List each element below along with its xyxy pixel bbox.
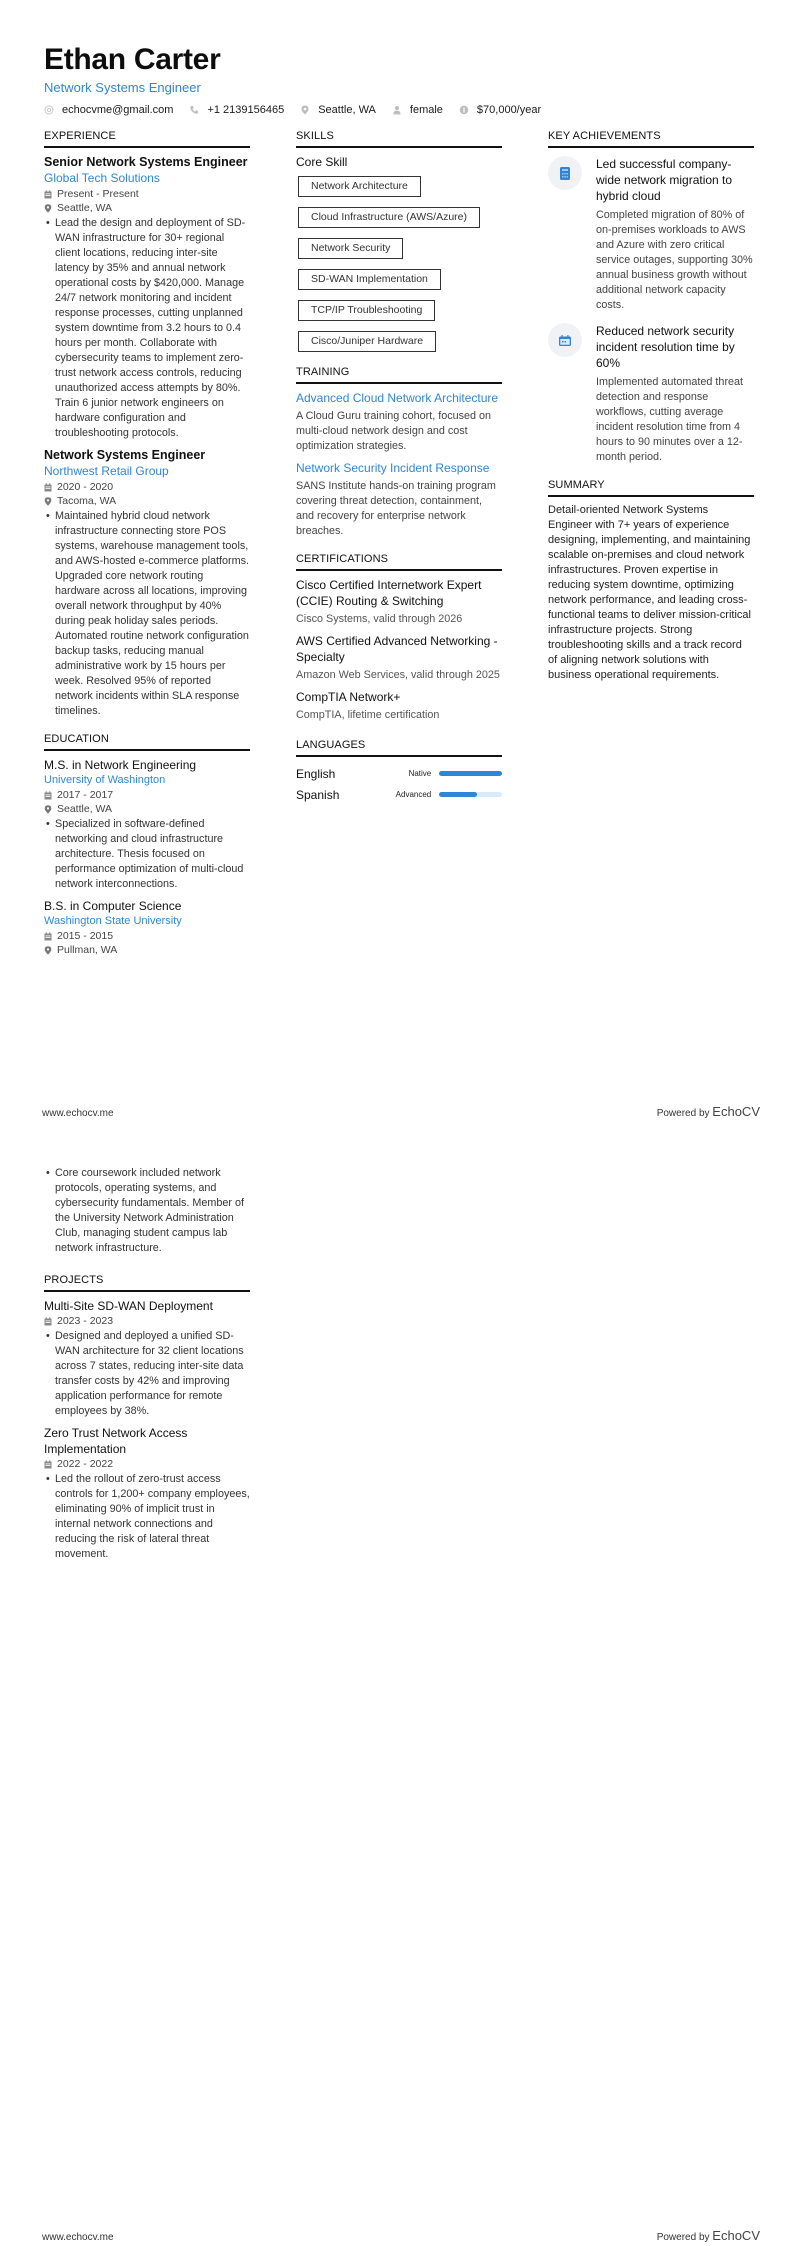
education-dates [44,929,250,943]
right-column [548,130,754,683]
skill-chip: SD-WAN Implementation [298,269,441,290]
achievement-title: Led successful company-wide network migration to hybrid cloud [596,157,733,203]
experience-entry [44,447,250,719]
job-location-value: Seattle, WA [57,202,113,214]
education-location-value: Pullman, WA [57,944,118,956]
calendar-icon [44,791,52,800]
job-dates [44,187,250,201]
brand-name[interactable]: EchoCV [712,2228,760,2243]
calendar-icon [44,190,52,199]
contact-email[interactable] [44,104,173,116]
certification-entry [296,633,502,683]
footer-powered [657,2228,760,2243]
contact-phone[interactable] [189,104,284,116]
footer-powered [657,1104,760,1119]
company-name: Global Tech Solutions [44,171,160,185]
contact-salary-value: $70,000/year [476,104,542,116]
skill-chip: Cisco/Juniper Hardware [298,331,436,352]
job-dates [44,480,250,494]
education-location-value: Seattle, WA [57,803,113,815]
calendar-icon [44,932,52,941]
contact-email-value: echocvme@gmail.com [62,104,174,116]
achievement-item [548,321,754,465]
certification-description: Cisco Systems, valid through 2026 [296,613,463,625]
left-column [44,130,250,963]
summary-text: Detail-oriented Network Systems Engineer with 7+ years of experience designing, implementing, and maintaining scalable on-premises and cloud network infrastructures. Proven expertise in reducing system downtime, optimizing network performance, and leading cross-functional teams to deliver mission-critical infrastructure projects. Strong troubleshooting skills and a track record of aligning network solutions with business operational requirements. [548,504,751,681]
job-title: Network Systems Engineer [44,448,206,462]
contact-location-value: Seattle, WA [318,104,376,116]
email-icon [44,105,54,115]
calendar-icon [44,1317,52,1326]
contact-phone-value: +1 2139156465 [207,104,285,116]
job-description-text: Maintained hybrid cloud network infrastructure connecting store POS systems, warehouse management tools, and AWS-hosted e-commerce platforms. Upgraded core network routing hardware across all locations, improving overall network throughput by 40% during peak holiday sales periods. Automated routine network configuration backup tasks, reducing manual administrative work by 15 hours per week. Resolved 95% of reported network incidents within SLA response timelines. [55,510,250,717]
candidate-name: Ethan Carter [44,43,221,76]
project-dates-value: 2023 - 2023 [57,1315,114,1327]
calendar-icon [44,483,52,492]
footer-website[interactable]: www.echocv.me [42,1108,114,1119]
school-name: University of Washington [44,774,166,786]
project-dates [44,1457,250,1471]
job-location [44,494,250,508]
training-description: SANS Institute hands-on training program covering threat detection, containment, and recovery for enterprise network breaches. [296,480,496,537]
training-title: Advanced Cloud Network Architecture [296,391,499,405]
training-title: Network Security Incident Response [296,461,490,475]
achievement-title: Reduced network security incident resolution time by 60% [596,324,735,370]
bullet-dot: • [46,217,50,229]
phone-icon [189,105,199,115]
salary-icon [459,105,469,115]
languages-heading: LANGUAGES [296,739,502,757]
training-entry [296,460,502,539]
certifications-heading: CERTIFICATIONS [296,553,502,571]
skill-chip: TCP/IP Troubleshooting [298,300,435,321]
bullet-dot: • [46,510,50,522]
language-name: Spanish [296,787,340,802]
project-entry [44,1298,250,1419]
projects-heading: PROJECTS [44,1274,250,1292]
education-description-text: Specialized in software-defined networking and cloud infrastructure architecture. Thesis focused on performance optimization of multi-cloud network interconnections. [55,818,244,890]
language-row [296,763,502,784]
education-dates-value: 2017 - 2017 [57,789,114,801]
certification-entry [296,689,502,723]
language-name: English [296,766,336,781]
education-dates-value: 2015 - 2015 [57,930,114,942]
achievement-body [596,154,754,313]
left-column-continued [44,1165,250,1568]
location-icon [44,805,52,814]
footer-website[interactable]: www.echocv.me [42,2232,114,2243]
page-footer [42,1104,760,1119]
resume-header [44,42,557,116]
project-dates-value: 2022 - 2022 [57,1458,114,1470]
language-proficiency-bar [439,771,502,776]
experience-entry [44,154,250,441]
degree: M.S. in Network Engineering [44,758,197,772]
location-icon [44,946,52,955]
calendar-icon [44,1460,52,1469]
certification-title: AWS Certified Advanced Networking - Specialty [296,634,498,664]
certification-title: CompTIA Network+ [296,690,401,704]
location-icon [44,497,52,506]
project-entry [44,1425,250,1562]
person-icon [392,105,402,115]
education-location [44,802,250,816]
company-name: Northwest Retail Group [44,464,169,478]
skill-chip: Cloud Infrastructure (AWS/Azure) [298,207,480,228]
job-description [44,509,250,719]
education-dates [44,788,250,802]
training-heading: TRAINING [296,366,502,384]
calendar-icon [548,323,582,357]
certification-description: Amazon Web Services, valid through 2025 [296,669,500,681]
skill-chip: Network Architecture [298,176,421,197]
language-level: Advanced [395,790,432,799]
candidate-role: Network Systems Engineer [44,80,201,95]
skill-chip-list [296,174,502,360]
certification-description: CompTIA, lifetime certification [296,709,440,721]
job-dates-value: Present - Present [57,188,139,200]
project-dates [44,1314,250,1328]
job-title: Senior Network Systems Engineer [44,155,248,169]
contact-gender-value: female [409,104,443,116]
location-icon [300,105,310,115]
education-entry [44,757,250,892]
summary-heading: SUMMARY [548,479,754,497]
skill-group-title: Core Skill [296,155,348,169]
powered-by-label: Powered by [656,2232,710,2243]
project-description-text: Designed and deployed a unified SD-WAN architecture for 32 client locations across 7 states, reducing inter-site data transfer costs by 42% and improving application performance for remote employees by 38%. [55,1330,244,1417]
language-proficiency-fill [439,792,477,797]
experience-heading: EXPERIENCE [44,130,250,148]
language-row [296,784,502,805]
middle-column [296,130,502,805]
contact-gender [392,104,443,116]
language-proficiency-fill [439,771,502,776]
powered-by-label: Powered by [656,1108,710,1119]
training-description: A Cloud Guru training cohort, focused on multi-cloud network design and cost optimization strategies. [296,410,492,452]
bullet-dot: • [46,818,50,830]
contact-bar [44,104,557,116]
achievements-heading: KEY ACHIEVEMENTS [548,130,754,148]
job-location-value: Tacoma, WA [57,495,117,507]
project-description-text: Led the rollout of zero-trust access controls for 1,200+ company employees, eliminating 90% of implicit trust in internal network connections and reducing the risk of lateral threat movement. [55,1473,250,1560]
contact-salary [459,104,541,116]
training-entry [296,390,502,454]
education-description [44,817,250,892]
skill-chip: Network Security [298,238,403,259]
education-entry [44,898,250,957]
education-heading: EDUCATION [44,733,250,751]
bullet-dot: • [46,1330,50,1342]
school-name: Washington State University [44,915,182,927]
certification-entry [296,577,502,627]
language-proficiency-bar [439,792,502,797]
achievement-description: Implemented automated threat detection and response workflows, cutting average incident resolution time from 4 hours to 90 minutes over a 12-month period. [596,376,744,463]
contact-location [300,104,376,116]
language-level: Native [408,769,432,778]
project-description [44,1472,250,1562]
brand-name[interactable]: EchoCV [712,1104,760,1119]
achievement-body [596,321,754,465]
page-footer [42,2228,760,2243]
education-location [44,943,250,957]
degree: B.S. in Computer Science [44,899,182,913]
skills-heading: SKILLS [296,130,502,148]
education-description [44,1166,250,1256]
location-icon [44,204,52,213]
achievement-item [548,154,754,313]
education-description-text: Core coursework included network protocols, operating systems, and cybersecurity fundamentals. Member of the University Network Administration Club, managing student campus lab network infrastructure. [55,1167,245,1254]
job-location [44,201,250,215]
job-description-text: Lead the design and deployment of SD-WAN infrastructure for 30+ regional client locations, reducing inter-site latency by 35% and annual network operational costs by $420,000. Manage 24/7 network monitoring and incident response processes, cutting unplanned system downtime from 3.2 hours to 0.4 hours per month. Collaborate with cybersecurity teams to implement zero-trust network access controls, reducing unauthorized access attempts by 80%. Train 6 junior network engineers on hardware configuration and troubleshooting protocols. [55,217,246,439]
project-description [44,1329,250,1419]
job-dates-value: 2020 - 2020 [57,481,114,493]
resume-page-2 [0,1123,794,2246]
bullet-dot: • [46,1167,50,1179]
project-title: Multi-Site SD-WAN Deployment [44,1299,213,1313]
project-title: Zero Trust Network Access Implementation [44,1426,188,1456]
achievement-description: Completed migration of 80% of on-premises workloads to AWS and Azure with zero critical service outages, supporting 30% annual business growth without additional network capacity costs. [596,209,753,311]
bullet-dot: • [46,1473,50,1485]
job-description [44,216,250,441]
certification-title: Cisco Certified Internetwork Expert (CCIE) Routing & Switching [296,578,482,608]
calculator-icon [548,156,582,190]
